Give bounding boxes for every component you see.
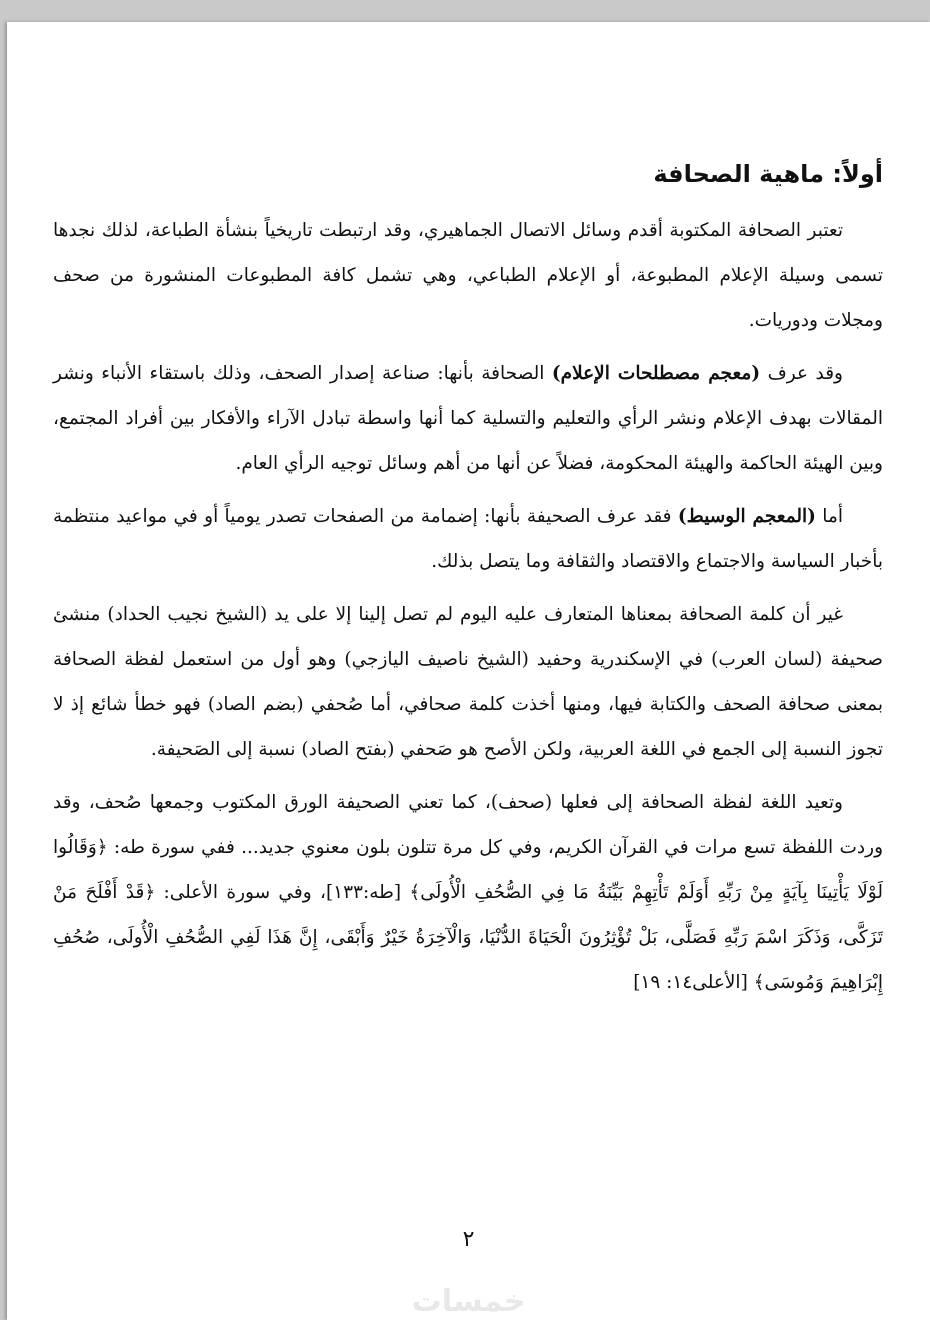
paragraph-5: وتعيد اللغة لفظة الصحافة إلى فعلها (صحف)، كما تعني الصحيفة الورق المكتوب وجمعها صُحف، وقد وردت اللفظة تسع مرات في القرآن الكريم، وفي كل مرة تتلون بلون معنوي جديد... ففي سورة طه: ﴿وَقَالُوا لَوْلَا يَأْتِينَا بِآيَةٍ مِنْ رَبِّهِ أَوَلَمْ تَأْتِهِمْ بَيِّنَةُ مَا فِي الصُّحُفِ الْأُولَى﴾ [طه:١٣٣]، وفي سورة الأعلى: ﴿قَدْ أَفْلَحَ مَنْ تَزَكَّى، وَذَكَرَ اسْمَ رَبِّهِ فَصَلَّى، بَلْ تُؤْثِرُونَ الْحَيَاةَ الدُّنْيَا، وَالْآخِرَةُ خَيْرٌ وَأَبْقَى، إِنَّ هَذَا لَفِي الصُّحُفِ الْأُولَى، صُحُفِ إِبْرَاهِيمَ وَمُوسَى﴾ [الأعلى١٤: ١٩] [53, 792, 884, 993]
paragraph-2-body: الصحافة بأنها: صناعة إصدار الصحف، وذلك باستقاء الأنباء ونشر المقالات بهدف الإعلام ونشر الرأي والتعليم والتسلية كما أنها واسطة تبادل الآراء والأفكار بين أفراد المجتمع، وبين الهيئة الحاكمة والهيئة المحكومة، فضلاً عن أنها من أهم وسائل توجيه الرأي العام. [53, 363, 883, 474]
paragraph-2-term: (معجم مصطلحات الإعلام) [551, 363, 761, 384]
paragraph-3-lead: أما [815, 506, 843, 527]
paragraph-3-body: فقد عرف الصحيفة بأنها: إضمامة من الصفحات تصدر يومياً أو في مواعيد منتظمة بأخبار السياسة والاجتماع والاقتصاد والثقافة وما يتصل بذلك. [53, 506, 883, 572]
document-page [7, 22, 930, 1320]
paragraph-3 [53, 494, 883, 584]
section-heading: أولاً: ماهية الصحافة [653, 160, 883, 188]
paragraph-2 [53, 351, 883, 486]
paragraph-2-lead: وقد عرف [760, 363, 843, 384]
paragraph-1: تعتبر الصحافة المكتوبة أقدم وسائل الاتصال الجماهيري، وقد ارتبطت تاريخياً بنشأة الطباعة، لذلك نجدها تسمى وسيلة الإعلام المطبوعة، أو الإعلام الطباعي، وهي تشمل كافة المطبوعات المنشورة من صحف ومجلات ودوريات. [53, 220, 883, 331]
paragraph-3-term: (المعجم الوسيط) [677, 506, 816, 527]
paragraph-4: غير أن كلمة الصحافة بمعناها المتعارف عليه اليوم لم تصل إلينا إلا على يد (الشيخ نجيب الحداد) منشئ صحيفة (لسان العرب) في الإسكندرية وحفيد (الشيخ ناصيف اليازجي) وهو أول من استعمل لفظة الصحافة بمعنى صحافة الصحف والكتابة فيها، ومنها أخذت كلمة صحافي، أما صُحفي (بضم الصاد) فهو خطأ شائع إذ لا تجوز النسبة إلى الجمع في اللغة العربية، ولكن الأصح هو صَحفي (بفتح الصاد) نسبة إلى الصَحيفة. [53, 604, 883, 760]
page-content [53, 154, 883, 1013]
watermark: خمسات [411, 1284, 526, 1319]
page-number: ٢ [462, 1227, 475, 1252]
